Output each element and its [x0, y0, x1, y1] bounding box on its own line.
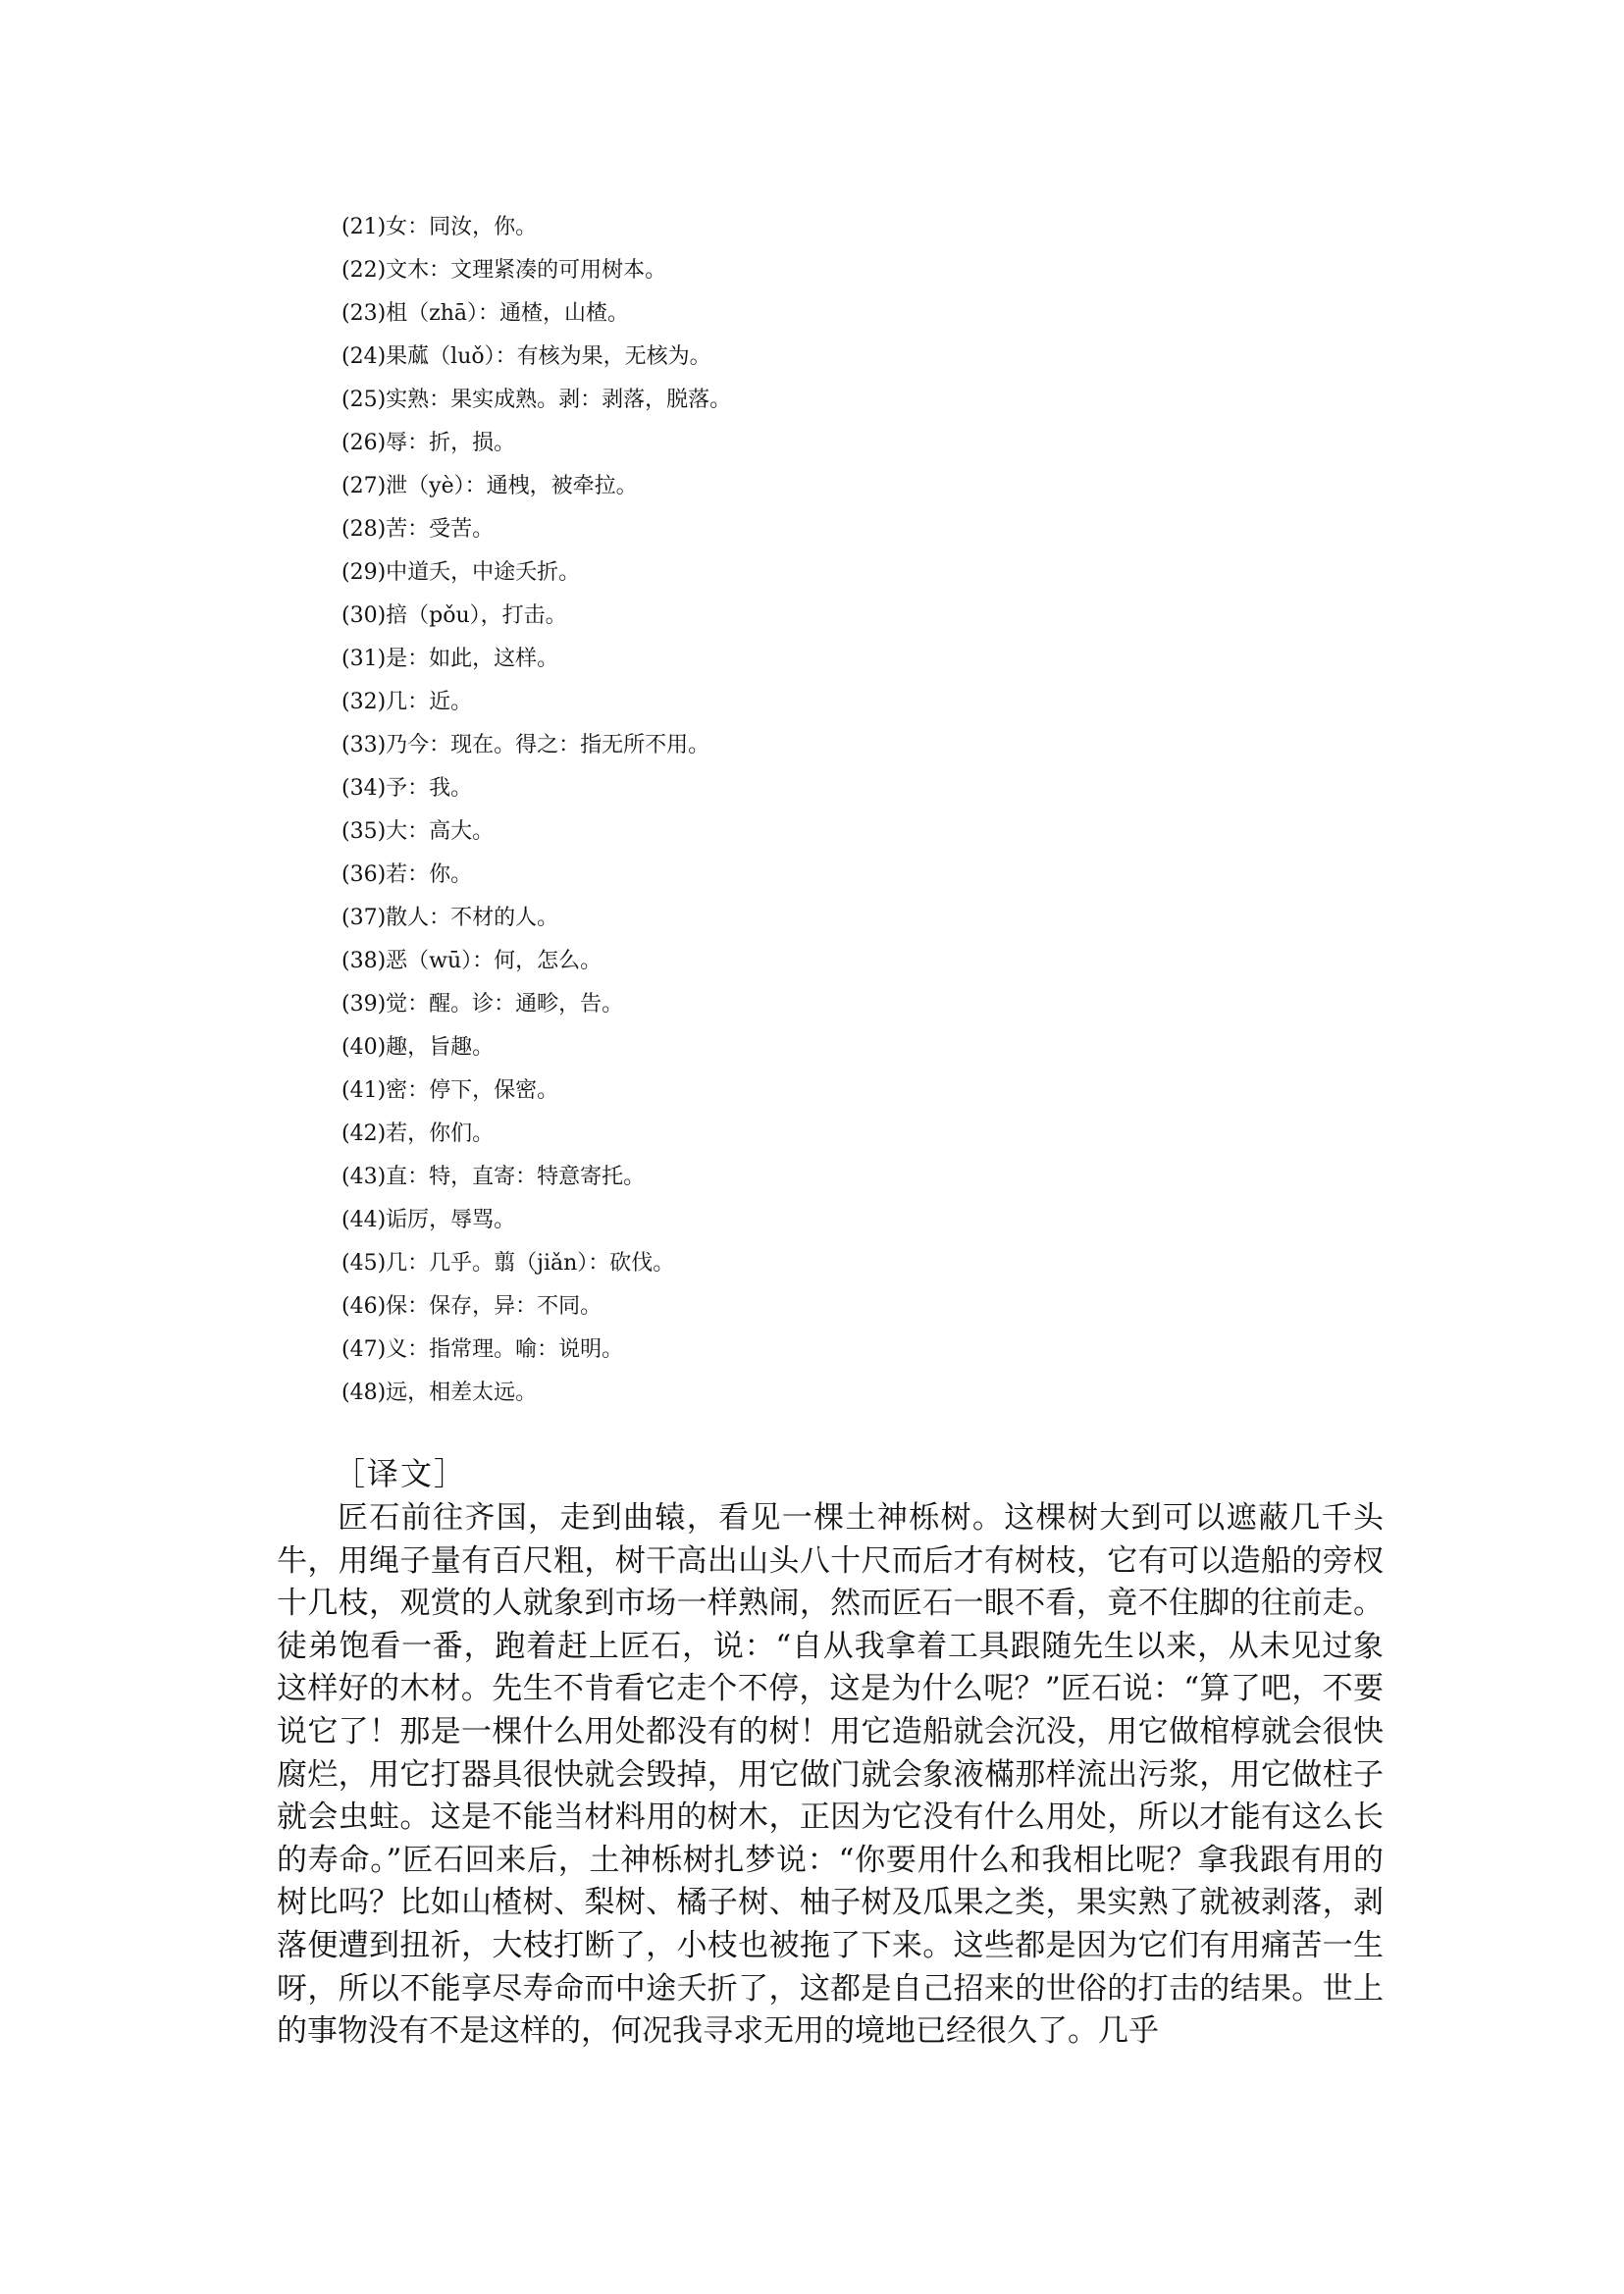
translation-paragraph: 匠石前往齐国，走到曲辕，看见一棵土神栎树。这棵树大到可以遮蔽几千头牛，用绳子量有百尺粗，树干高出山头八十尺而后才有树枝，它有可以造船的旁杈十几枝，观赏的人就象到市场一样熟闹，然而匠石一眼不看，竟不住脚的往前走。徒弟饱看一番，跑着赶上匠石，说：“自从我拿着工具跟随先生以来，从未见过象这样好的木材。先生不肯看它走个不停，这是为什么呢？”匠石说：“算了吧，不要说它了！那是一棵什么用处都没有的树！用它造船就会沉没，用它做棺椁就会很快腐烂，用它打器具很快就会毁掉，用它做门就会象液樠那样流出污浆，用它做柱子就会虫蛀。这是不能当材料用的树木，正因为它没有什么用处，所以才能有这么长的寿命。”匠石回来后，土神栎树扎梦说：“你要用什么和我相比呢？拿我跟有用的树比吗？比如山楂树、梨树、橘子树、柚子树及瓜果之类，果实熟了就被剥落，剥落便遭到扭祈，大枝打断了，小枝也被拖了下来。这些都是因为它们有用痛苦一生呀，所以不能享尽寿命而中途夭折了，这都是自己招来的世俗的打击的结果。世上的事物没有不是这样的，何况我寻求无用的境地已经很久了。几乎 — [277, 1500, 1384, 2050]
note-item: (47)义：指常理。喻：说明。 — [341, 1337, 624, 1362]
note-item: (23)柤（zhā）：通楂，山楂。 — [341, 301, 630, 326]
note-item: (31)是：如此，这样。 — [341, 647, 559, 671]
note-item: (36)若：你。 — [341, 862, 473, 887]
translation-heading: ［译文］ — [334, 1455, 468, 1492]
note-item: (45)几：几乎。翦（jiǎn）：砍伐。 — [341, 1251, 675, 1276]
note-item: (48)远，相差太远。 — [341, 1381, 538, 1405]
note-item: (39)觉：醒。诊：通畛，告。 — [341, 992, 624, 1017]
note-item: (34)予：我。 — [341, 776, 473, 801]
note-item: (42)若，你们。 — [341, 1121, 495, 1146]
note-item: (38)恶（wū）：何，怎么。 — [341, 949, 602, 973]
note-item: (35)大：高大。 — [341, 819, 495, 844]
note-item: (37)散人：不材的人。 — [341, 906, 559, 930]
note-item: (25)实熟：果实成熟。剥：剥落，脱落。 — [341, 388, 732, 412]
annotation-notes-list — [341, 206, 1372, 1415]
note-item: (40)趣，旨趣。 — [341, 1035, 495, 1060]
note-item: (43)直：特，直寄：特意寄托。 — [341, 1165, 646, 1189]
note-item: (44)诟厉，辱骂。 — [341, 1208, 516, 1232]
note-item: (26)辱：折，损。 — [341, 431, 516, 455]
note-item: (46)保：保存，异：不同。 — [341, 1294, 602, 1319]
note-item: (33)乃今：现在。得之：指无所不用。 — [341, 733, 710, 757]
note-item: (27)泄（yè）：通栧，被牵拉。 — [341, 474, 638, 498]
note-item: (30)掊（pǒu），打击。 — [341, 603, 567, 628]
note-item: (24)果蓏（luǒ）：有核为果，无核为。 — [341, 344, 711, 369]
note-item: (21)女：同汝，你。 — [341, 215, 538, 239]
note-item: (32)几：近。 — [341, 690, 473, 714]
note-item: (29)中道夭，中途夭折。 — [341, 560, 581, 585]
note-item: (41)密：停下，保密。 — [341, 1078, 559, 1103]
note-item: (22)文木：文理紧凑的可用树本。 — [341, 258, 667, 283]
note-item: (28)苦：受苦。 — [341, 517, 495, 542]
